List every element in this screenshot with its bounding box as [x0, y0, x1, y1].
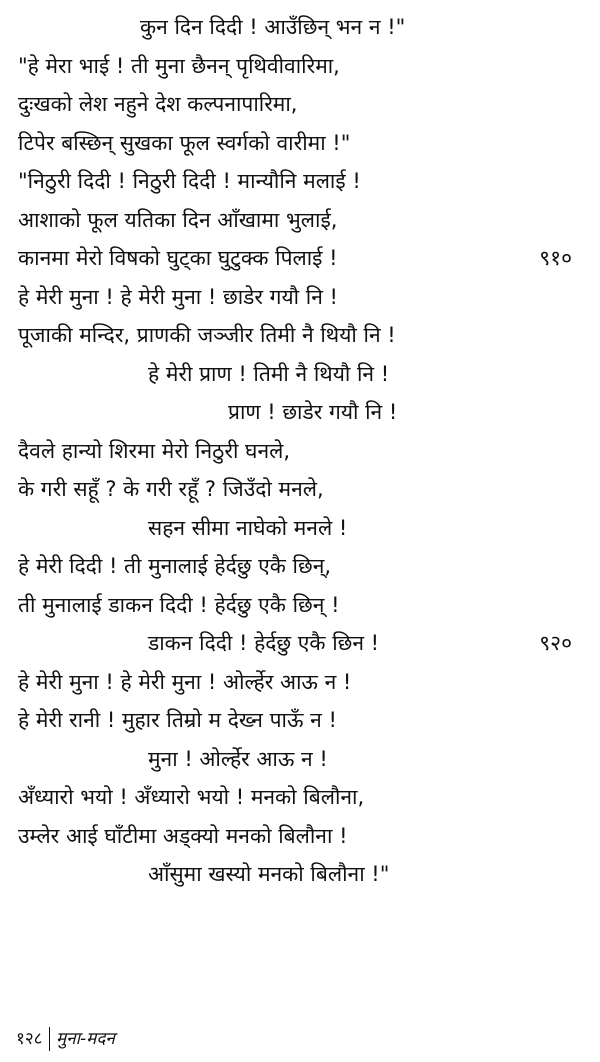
page-footer: [16, 1024, 115, 1054]
poem-verse: [0, 8, 600, 894]
poem-line: [0, 47, 600, 86]
poem-line-text: हे मेरी रानी ! मुहार तिम्रो म देख्न पाऊँ न !: [18, 708, 337, 732]
poem-line: [0, 162, 600, 201]
poem-line: [0, 586, 600, 625]
poem-line: [0, 201, 600, 240]
book-title: मुना-मदन: [56, 1029, 115, 1049]
poem-line-text: मुना ! ओर्ल्हेर आऊ न !: [148, 746, 328, 771]
poem-line-text: "निठुरी दिदी ! निठुरी दिदी ! मान्यौनि मलाई !: [18, 169, 361, 193]
poem-line-text: उम्लेर आई घाँटीमा अड्क्यो मनको बिलौना !: [18, 823, 348, 848]
poem-line: [0, 740, 600, 779]
poem-line: [0, 547, 600, 586]
poem-line-text: हे मेरी प्राण ! तिमी नै थियौ नि !: [148, 361, 390, 386]
poem-line-text: टिपेर बस्छिन् सुखका फूल स्वर्गको वारीमा !": [18, 130, 351, 155]
poem-line: [0, 817, 600, 856]
poem-line-text: दैवले हान्यो शिरमा मेरो निठुरी घनले,: [18, 438, 291, 463]
poem-line-text: सहन सीमा नाघेको मनले !: [148, 515, 348, 540]
poem-line-text: हे मेरी मुना ! हे मेरी मुना ! ओर्ल्हेर आऊ न !: [18, 669, 352, 694]
poem-line: [0, 624, 600, 663]
poem-line-text: पूजाकी मन्दिर, प्राणकी जञ्जीर तिमी नै थियौ नि !: [18, 323, 396, 347]
verse-line-number: ९१०: [539, 246, 572, 270]
poem-line: [0, 124, 600, 163]
poem-line: [0, 855, 600, 894]
poem-line: [0, 239, 600, 278]
poem-line: [0, 432, 600, 471]
poem-line-text: के गरी सहूँ ? के गरी रहूँ ? जिउँदो मनले,: [18, 477, 324, 501]
poem-line: [0, 355, 600, 394]
poem-line: [0, 663, 600, 702]
poem-line: [0, 8, 600, 47]
poem-line-text: डाकन दिदी ! हेर्दछु एकै छिन !: [148, 631, 380, 655]
poem-line-text: कुन दिन दिदी ! आउँछिन् भन न !": [140, 15, 406, 39]
poem-line-text: हे मेरी मुना ! हे मेरी मुना ! छाडेर गयौ नि !: [18, 284, 338, 309]
poem-line: [0, 778, 600, 817]
poem-line: [0, 85, 600, 124]
poem-line: [0, 316, 600, 355]
poem-line-text: कानमा मेरो विषको घुट्का घुटुक्क पिलाई !: [18, 246, 338, 270]
poem-line: [0, 278, 600, 317]
footer-divider: [49, 1027, 51, 1051]
poem-line-text: प्राण ! छाडेर गयौ नि !: [228, 400, 398, 424]
poem-line: [0, 509, 600, 548]
poem-line: [0, 701, 600, 740]
poem-line: [0, 393, 600, 432]
poem-line-text: हे मेरी दिदी ! ती मुनालाई हेर्दछु एकै छिन्,: [18, 554, 332, 578]
poem-line-text: "हे मेरा भाई ! ती मुना छैनन् पृथिवीवारिमा,: [18, 53, 340, 78]
poem-line-text: अँध्यारो भयो ! अँध्यारो भयो ! मनको बिलौना,: [18, 785, 365, 809]
verse-line-number: ९२०: [539, 631, 572, 655]
poem-line-text: आँसुमा खस्यो मनको बिलौना !": [148, 862, 390, 886]
page-number: १२८: [16, 1029, 43, 1049]
poem-line-text: ती मुनालाई डाकन दिदी ! हेर्दछु एकै छिन् !: [18, 592, 340, 617]
poem-line-text: दुःखको लेश नहुने देश कल्पनापारिमा,: [18, 92, 298, 116]
poem-line-text: आशाको फूल यतिका दिन आँखामा भुलाई,: [18, 207, 338, 232]
poem-line: [0, 470, 600, 509]
